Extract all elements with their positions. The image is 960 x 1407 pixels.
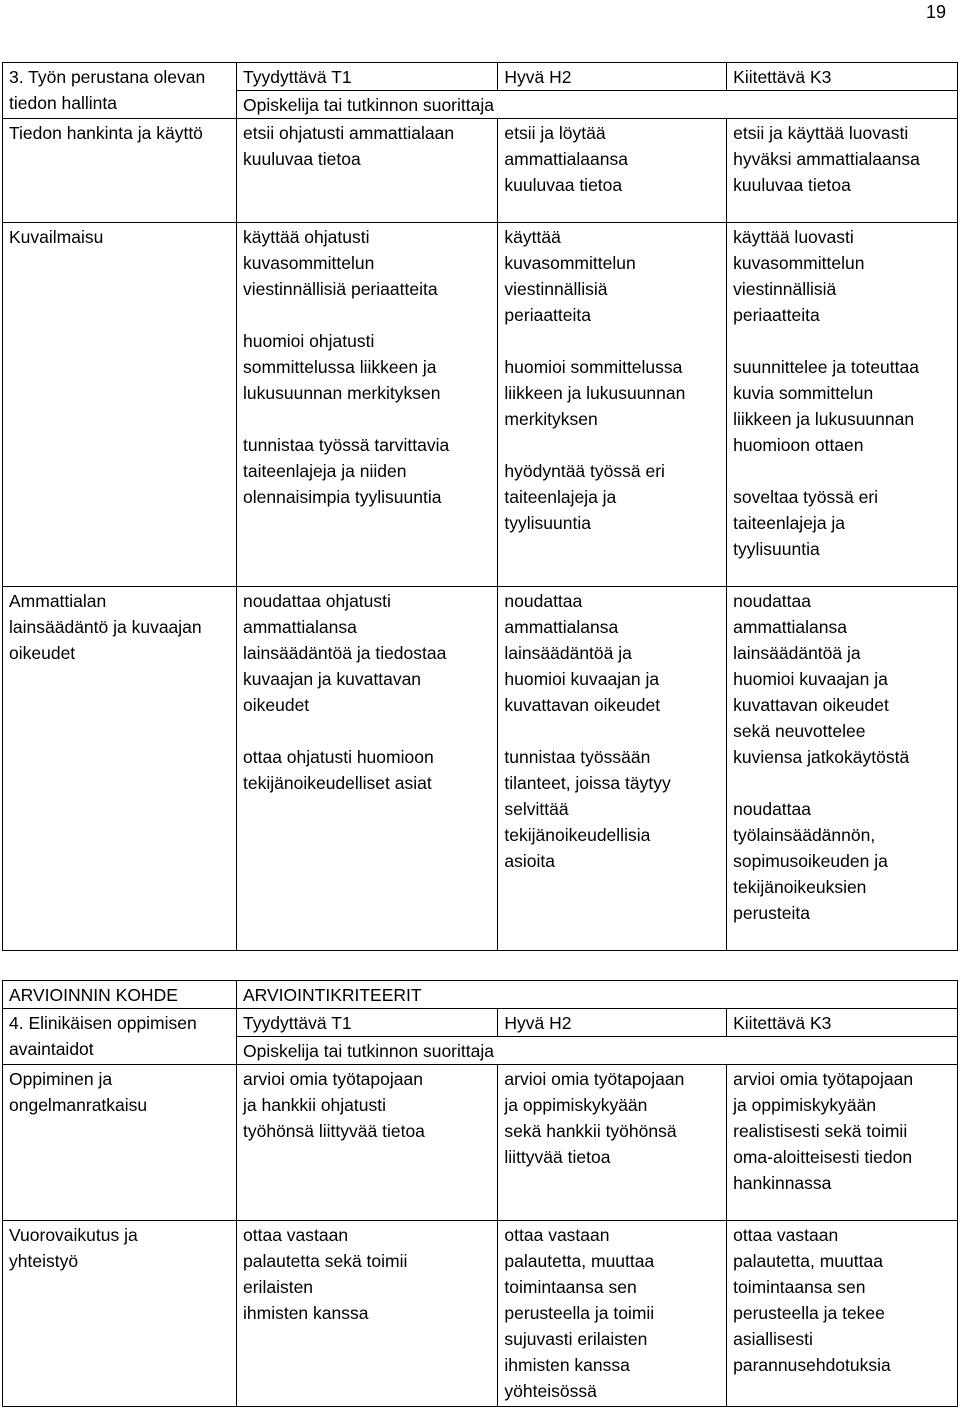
criterion-k3: noudattaa ammattialansa lainsäädäntöä ja huomioi kuvaajan ja kuvattavan oikeudet sekä neuvottelee kuviensa jatkokäytöstä noudattaa työlainsäädännön, sopimusoikeuden ja tekijänoikeuksien perusteita <box>727 587 958 951</box>
grade-h2-header: Hyvä H2 <box>498 1009 727 1037</box>
grade-h2-header: Hyvä H2 <box>498 63 727 91</box>
subject-header: Opiskelija tai tutkinnon suorittaja <box>237 1037 958 1065</box>
grade-k3-header: Kiitettävä K3 <box>727 63 958 91</box>
grade-k3-header: Kiitettävä K3 <box>727 1009 958 1037</box>
table-row <box>3 587 958 951</box>
criteria-table-3 <box>2 62 958 951</box>
table-header-row <box>3 1009 958 1037</box>
criterion-t1: arvioi omia työtapojaan ja hankkii ohjatusti työhönsä liittyvää tietoa <box>237 1065 498 1221</box>
criterion-h2: noudattaa ammattialansa lainsäädäntöä ja huomioi kuvaajan ja kuvattavan oikeudet tunnistaa työssään tilanteet, joissa täytyy selvittää tekijänoikeudellisia asioita <box>498 587 727 951</box>
criterion-label: Kuvailmaisu <box>3 223 237 587</box>
criterion-k3: käyttää luovasti kuvasommittelun viestinnällisiä periaatteita suunnittelee ja toteuttaa kuvia sommittelun liikkeen ja lukusuunnan huomioon ottaen soveltaa työssä eri taiteenlajeja ja tyylisuuntia <box>727 223 958 587</box>
criterion-t1: etsii ohjatusti ammattialaan kuuluvaa tietoa <box>237 119 498 223</box>
grade-t1-header: Tyydyttävä T1 <box>237 63 498 91</box>
assessment-target-header: ARVIOINNIN KOHDE <box>3 981 237 1009</box>
criterion-h2: ottaa vastaan palautetta, muuttaa toimintaansa sen perusteella ja toimii sujuvasti erilaisten ihmisten kanssa yöhteisössä <box>498 1221 727 1407</box>
criterion-h2: käyttää kuvasommittelun viestinnällisiä periaatteita huomioi sommittelussa liikkeen ja lukusuunnan merkityksen hyödyntää työssä eri taiteenlajeja ja tyylisuuntia <box>498 223 727 587</box>
grade-t1-header: Tyydyttävä T1 <box>237 1009 498 1037</box>
criteria-table-4 <box>2 980 958 1407</box>
table-title-row <box>3 981 958 1009</box>
criterion-t1: käyttää ohjatusti kuvasommittelun viestinnällisiä periaatteita huomioi ohjatusti sommittelussa liikkeen ja lukusuunnan merkityksen tunnistaa työssä tarvittavia taiteenlajeja ja niiden olennaisimpia tyylisuuntia <box>237 223 498 587</box>
criterion-label: Oppiminen ja ongelmanratkaisu <box>3 1065 237 1221</box>
table-row <box>3 1221 958 1407</box>
section-title: 4. Elinikäisen oppimisen avaintaidot <box>3 1009 237 1065</box>
table-row <box>3 119 958 223</box>
criterion-label: Vuorovaikutus ja yhteistyö <box>3 1221 237 1407</box>
criterion-k3: arvioi omia työtapojaan ja oppimiskykyään realistisesti sekä toimii oma-aloitteisesti tiedon hankinnassa <box>727 1065 958 1221</box>
assessment-criteria-header: ARVIOINTIKRITEERIT <box>237 981 958 1009</box>
criterion-label: Ammattialan lainsäädäntö ja kuvaajan oikeudet <box>3 587 237 951</box>
page-number: 19 <box>925 2 946 22</box>
table-row <box>3 1065 958 1221</box>
subject-header: Opiskelija tai tutkinnon suorittaja <box>237 91 958 119</box>
criterion-t1: ottaa vastaan palautetta sekä toimii erilaisten ihmisten kanssa <box>237 1221 498 1407</box>
criterion-k3: etsii ja käyttää luovasti hyväksi ammattialaansa kuuluvaa tietoa <box>727 119 958 223</box>
criterion-k3: ottaa vastaan palautetta, muuttaa toimintaansa sen perusteella ja tekee asiallisesti parannusehdotuksia <box>727 1221 958 1407</box>
criterion-h2: arvioi omia työtapojaan ja oppimiskykyään sekä hankkii työhönsä liittyvää tietoa <box>498 1065 727 1221</box>
table-row <box>3 223 958 587</box>
criterion-h2: etsii ja löytää ammattialaansa kuuluvaa tietoa <box>498 119 727 223</box>
section-title: 3. Työn perustana olevan tiedon hallinta <box>3 63 237 119</box>
criterion-t1: noudattaa ohjatusti ammattialansa lainsäädäntöä ja tiedostaa kuvaajan ja kuvattavan oikeudet ottaa ohjatusti huomioon tekijänoikeudelliset asiat <box>237 587 498 951</box>
criterion-label: Tiedon hankinta ja käyttö <box>3 119 237 223</box>
table-header-row <box>3 63 958 91</box>
